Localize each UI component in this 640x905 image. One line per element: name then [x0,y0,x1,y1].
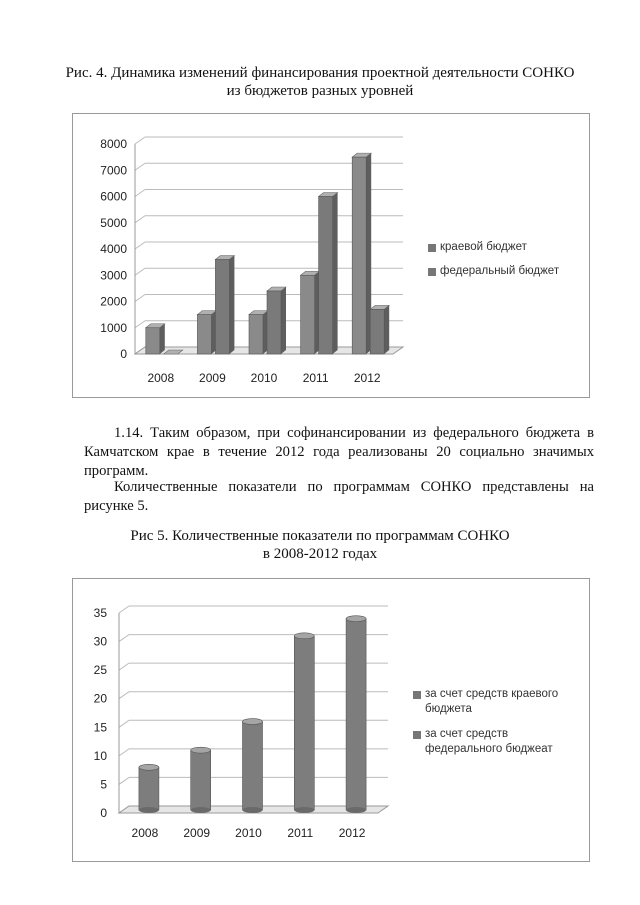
figure5-caption-line1: Рис 5. Количественные показатели по программам СОНКО [130,528,510,544]
x-tick-label: 2011 [287,826,314,840]
bar-kraevoy-2012 [352,157,366,354]
grid-diag [135,295,145,302]
figure4-chart [72,113,590,398]
x-tick-label: 2012 [338,826,366,840]
figure5-chart-svg [73,579,589,861]
y-tick-label: 5000 [100,215,127,230]
x-tick-label: 2010 [235,826,262,840]
grid-diag [119,692,129,699]
bar-side [333,193,338,355]
bar-kraevoy-2011 [301,275,315,354]
bar-kraevoy-2010 [249,315,263,354]
figure5-legend-item-1 [413,687,573,717]
bar-top [191,747,211,753]
y-tick-label: 4000 [100,242,127,256]
bar-side [160,324,165,354]
bar-federal-2010 [267,291,281,354]
bar-federal-2012 [370,309,384,354]
bar-2008 [139,767,159,810]
x-tick-label: 2009 [199,371,226,385]
bar-base [139,807,159,813]
bar-top [346,616,366,622]
figure4-legend-label-2: федеральный бюджет [440,265,560,277]
bar-kraevoy-2008 [146,328,160,354]
legend-swatch [413,691,421,699]
y-tick-label: 15 [93,720,107,735]
legend-swatch [413,731,421,739]
bar-top [294,633,314,639]
x-tick-label: 2012 [353,371,381,385]
y-tick-label: 8000 [100,137,127,151]
paragraph-2 [84,478,594,516]
y-tick-label: 7000 [100,163,127,178]
grid-diag [135,242,145,249]
y-tick-label: 30 [93,634,107,649]
grid-diag [135,137,145,144]
bar-base [346,807,366,813]
bar-side [229,256,234,355]
x-tick-label: 2008 [131,826,159,840]
bar-base [243,807,263,813]
bar-side [384,305,389,354]
x-tick-label: 2011 [302,371,329,385]
y-tick-label: 20 [93,691,107,706]
grid-diag [119,720,129,727]
y-tick-label: 6000 [100,189,127,204]
y-tick-label: 2000 [100,294,127,309]
x-tick-label: 2009 [183,826,211,840]
bar-federal-2009 [215,260,229,355]
figure5-caption-line2: в 2008-2012 годах [262,546,378,562]
grid-diag [135,163,145,170]
legend-swatch [428,268,436,276]
bar-kraevoy-2009 [197,315,211,354]
y-tick-label: 0 [100,806,107,820]
bar-base [191,807,211,813]
y-tick-label: 10 [93,748,107,763]
grid-diag [135,321,145,328]
grid-diag [119,749,129,756]
grid-diag [135,190,145,197]
figure4-legend-item-1 [428,240,527,255]
bar-2010 [243,722,263,810]
paragraph-1 [84,424,594,481]
bar-2009 [191,750,211,810]
legend-swatch [428,244,436,252]
grid-diag [119,606,129,613]
figure4-legend-item-2 [428,264,559,279]
figure4-caption-line1: Рис. 4. Динамика изменений финансирования проектной деятельности СОНКО [65,65,575,81]
bar-top [243,719,263,725]
grid-diag [119,663,129,670]
figure5-legend-label-1: за счет средств краевого бюджета [425,688,559,715]
figure5-chart [72,578,590,862]
figure4-chart-svg [73,114,589,397]
bar-2011 [294,636,314,810]
figure5-legend-item-2 [413,727,573,757]
paragraph-2-text: Количественные показатели по программам СОНКО представлены на рисунке 5. [84,479,594,514]
y-tick-label: 5 [100,777,107,792]
paragraph-1-text: 1.14. Таким образом, при софинансировании из федерального бюджета в Камчатском крае в течение 2012 года реализованы 20 социально значимых программ. [84,425,594,479]
grid-diag [119,635,129,642]
bar-base [294,807,314,813]
bar-2012 [346,619,366,810]
bar-side [281,287,286,354]
grid-diag [135,268,145,275]
y-tick-label: 25 [93,663,107,678]
y-tick-label: 0 [120,347,127,361]
figure4-legend-label-1: краевой бюджет [440,241,527,253]
y-tick-label: 1000 [100,320,127,335]
grid-diag [135,216,145,223]
x-tick-label: 2010 [250,371,278,385]
figure5-legend-label-2: за счет средств федерального бюджеат [425,728,553,755]
bar-federal-2011 [319,197,333,355]
figure4-caption-line2: из бюджетов разных уровней [226,83,414,99]
grid-diag [119,777,129,784]
y-tick-label: 35 [93,606,107,620]
bar-top [139,764,159,770]
x-tick-label: 2008 [147,371,175,385]
y-tick-label: 3000 [100,268,127,283]
